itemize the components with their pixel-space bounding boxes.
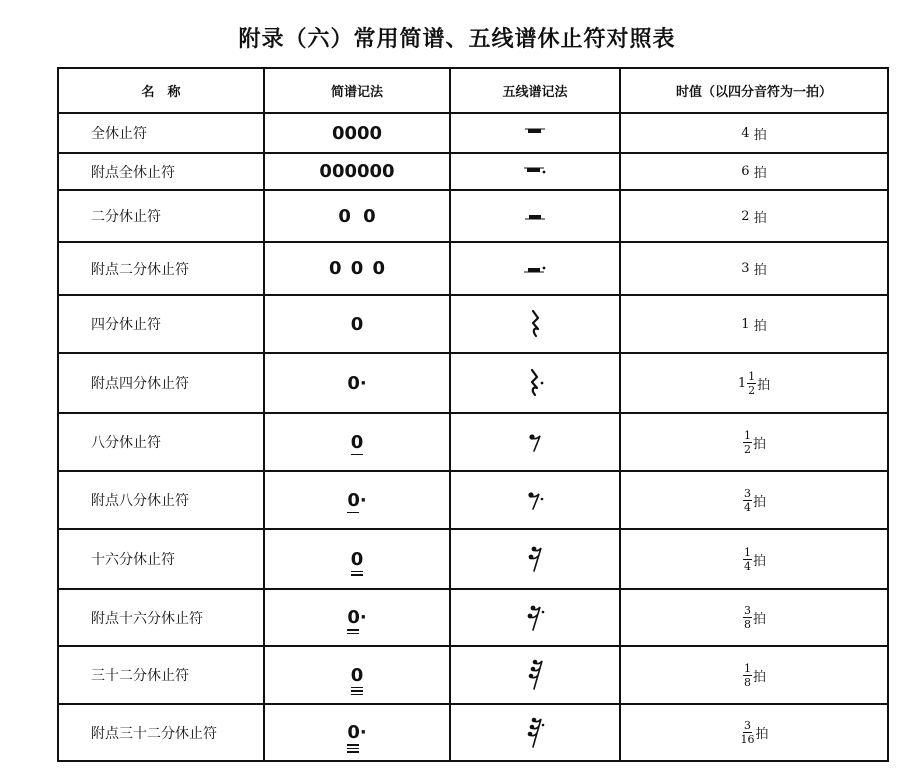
rest-name: 四分休止符 — [58, 295, 264, 353]
duration-whole: 6 — [741, 164, 750, 179]
whole-rest-icon — [523, 126, 547, 140]
table-row — [58, 242, 888, 295]
header-duration: 时值（以四分音符为一拍） — [620, 68, 888, 113]
duration-numerator: 1 — [743, 428, 751, 442]
rest-comparison-table — [57, 67, 889, 762]
table-row — [58, 353, 888, 413]
table-row — [58, 413, 888, 471]
duration-unit: 拍 — [755, 727, 769, 742]
duration-whole: 2 — [741, 208, 750, 224]
table-row — [58, 704, 888, 761]
duration-numerator: 1 — [743, 545, 751, 559]
duration-unit: 拍 — [753, 210, 767, 226]
duration-whole: 1 — [741, 316, 750, 332]
duration-unit: 拍 — [753, 263, 767, 278]
rest-name: 附点三十二分休止符 — [58, 704, 264, 761]
header-jianpu: 简谱记法 — [264, 68, 450, 113]
jianpu-notation: 0 0 — [338, 205, 376, 227]
jianpu-underline — [351, 454, 364, 458]
duration-unit: 拍 — [752, 612, 766, 627]
dotted-sixteenth-rest-icon — [524, 603, 546, 633]
dotted-eighth-rest-icon — [524, 488, 546, 512]
rest-name: 八分休止符 — [58, 413, 264, 471]
quarter-rest-icon — [525, 308, 545, 340]
jianpu-notation: 0· — [347, 372, 367, 394]
jianpu-notation: 0 — [350, 313, 364, 335]
duration-unit: 拍 — [752, 553, 766, 569]
duration-unit: 拍 — [757, 377, 771, 393]
rest-name: 十六分休止符 — [58, 529, 264, 589]
page-title: 附录（六）常用简谱、五线谱休止符对照表 — [238, 27, 676, 52]
duration-unit: 拍 — [753, 127, 767, 143]
duration-numerator: 3 — [743, 604, 751, 617]
jianpu-notation: 0000 — [331, 122, 383, 144]
duration-whole: 3 — [741, 261, 750, 276]
duration-unit: 拍 — [752, 494, 766, 510]
rest-name: 三十二分休止符 — [58, 646, 264, 704]
duration-denominator: 4 — [743, 500, 751, 514]
header-name: 名 称 — [58, 68, 264, 113]
jianpu-underline — [347, 629, 358, 636]
header-staff: 五线谱记法 — [450, 68, 620, 113]
dotted-thirty-second-rest-icon — [524, 716, 546, 750]
dotted-half-rest-icon — [522, 262, 548, 276]
duration-numerator: 1 — [748, 369, 756, 383]
half-rest-icon — [523, 209, 547, 223]
table-row — [58, 295, 888, 353]
table-row — [58, 646, 888, 704]
rest-name: 附点八分休止符 — [58, 471, 264, 529]
duration-unit: 拍 — [753, 318, 767, 334]
duration-whole: 4 — [741, 125, 750, 141]
table-row — [58, 153, 888, 190]
duration-numerator: 3 — [743, 719, 751, 732]
duration-unit: 拍 — [752, 436, 766, 452]
table-row — [58, 471, 888, 529]
duration-denominator: 4 — [743, 559, 751, 573]
table-row — [58, 113, 888, 153]
jianpu-notation: 000000 — [319, 161, 395, 182]
jianpu-underline — [351, 571, 364, 578]
table-row — [58, 190, 888, 242]
jianpu-underline — [351, 687, 364, 698]
duration-unit: 拍 — [752, 669, 766, 685]
dotted-whole-rest-icon — [522, 165, 548, 179]
jianpu-notation: 0 — [350, 548, 364, 570]
jianpu-notation: 0· — [347, 722, 367, 743]
rest-name: 附点十六分休止符 — [58, 589, 264, 646]
table-row — [58, 589, 888, 646]
duration-denominator: 8 — [743, 618, 751, 631]
jianpu-notation: 0· — [347, 489, 367, 511]
thirty-second-rest-icon — [525, 658, 545, 692]
table-row — [58, 529, 888, 589]
header-row — [58, 68, 888, 113]
duration-denominator: 2 — [743, 442, 751, 456]
jianpu-notation: 0 — [350, 431, 364, 453]
duration-numerator: 1 — [743, 661, 751, 675]
jianpu-underline — [347, 512, 358, 516]
duration-denominator: 16 — [740, 733, 755, 746]
duration-numerator: 3 — [743, 486, 751, 500]
duration-denominator: 8 — [743, 675, 751, 689]
jianpu-notation: 0 — [350, 664, 364, 686]
jianpu-underline — [347, 744, 358, 755]
duration-unit: 拍 — [753, 166, 767, 181]
rest-name: 附点全休止符 — [58, 153, 264, 190]
eighth-rest-icon — [525, 430, 545, 454]
duration-denominator: 2 — [748, 383, 756, 397]
rest-name: 附点四分休止符 — [58, 353, 264, 413]
jianpu-notation: 0 0 0 — [328, 258, 386, 279]
rest-name: 全休止符 — [58, 113, 264, 153]
dotted-quarter-rest-icon — [524, 367, 546, 399]
rest-name: 附点二分休止符 — [58, 242, 264, 295]
rest-name: 二分休止符 — [58, 190, 264, 242]
jianpu-notation: 0· — [347, 607, 367, 628]
duration-whole: 1 — [737, 375, 747, 391]
sixteenth-rest-icon — [525, 544, 545, 574]
